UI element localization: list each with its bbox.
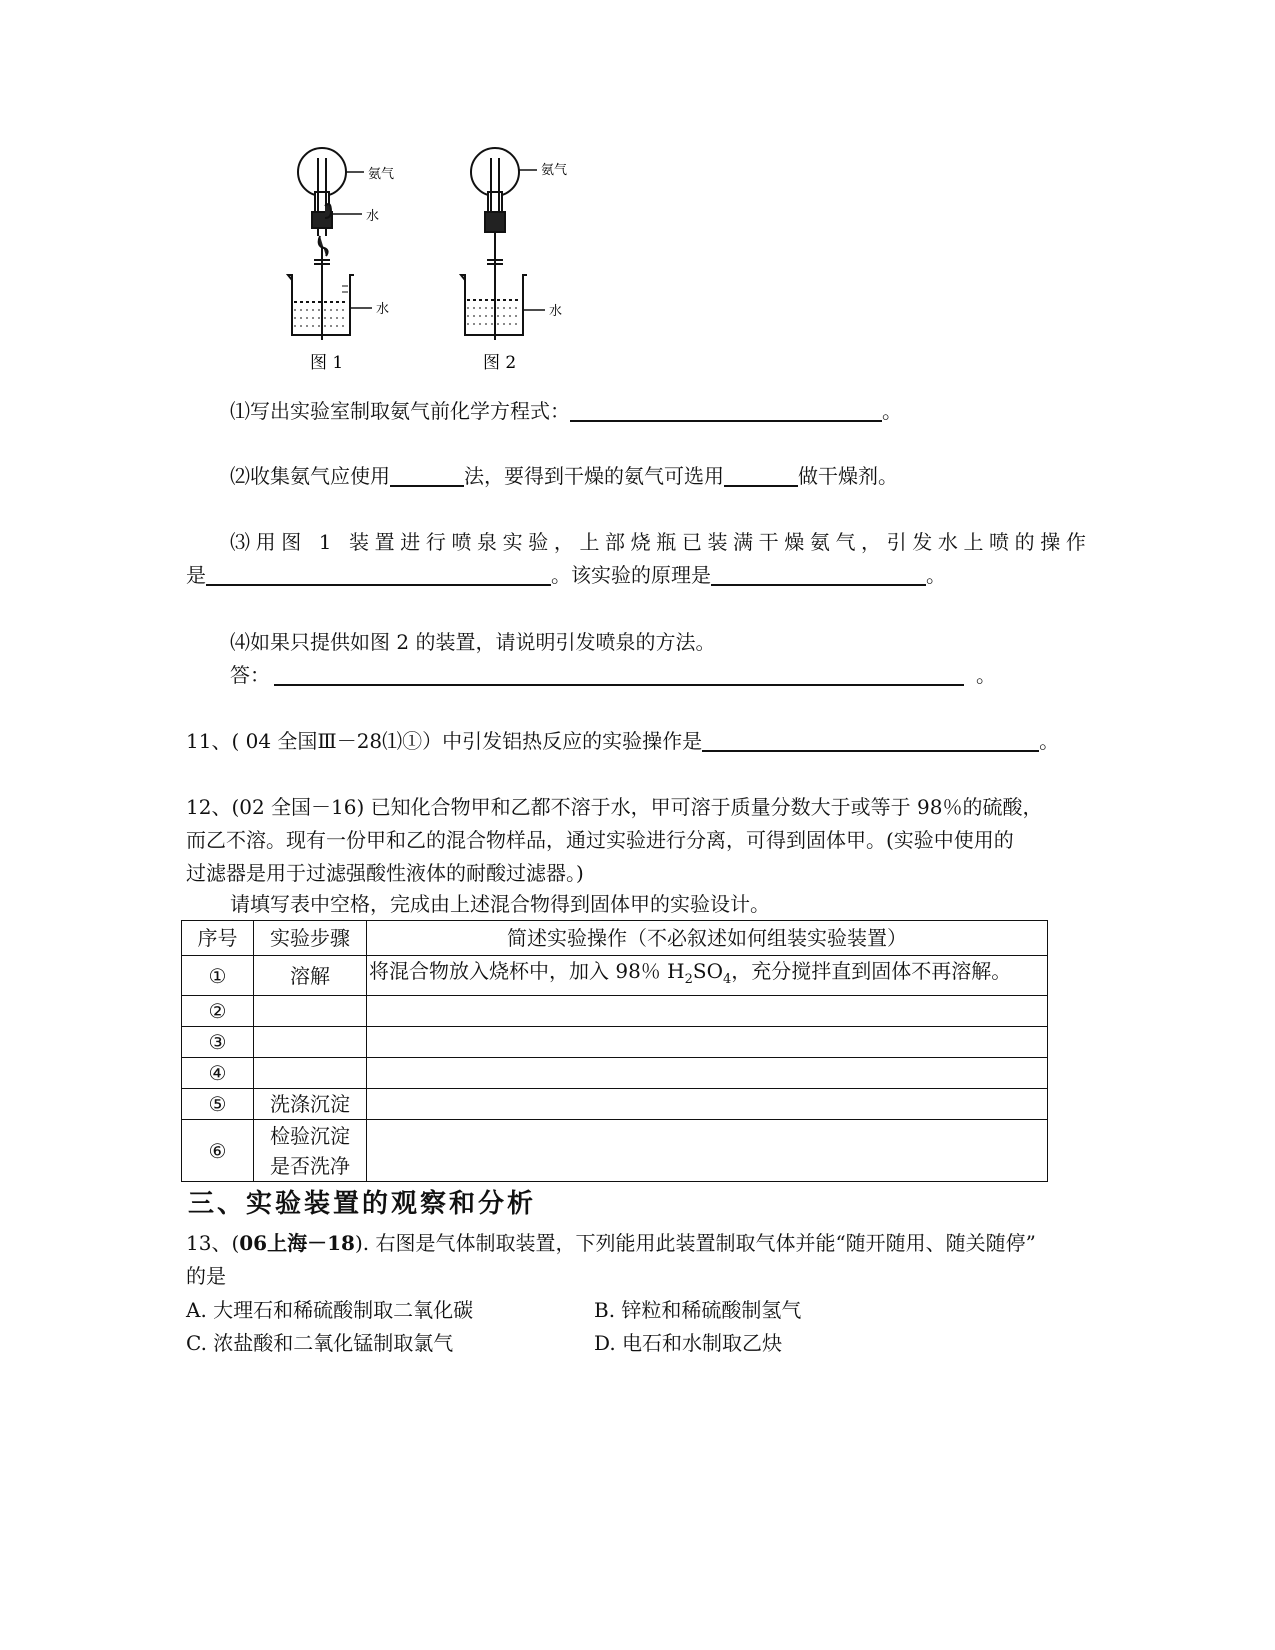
- row-operation-b: SO: [692, 959, 723, 983]
- option-b[interactable]: B. 锌粒和稀硫酸制氢气: [594, 1298, 802, 1322]
- question-1: [230, 396, 902, 426]
- fig2-label-water-beaker: 水: [549, 304, 563, 319]
- figure-2-apparatus: [461, 148, 545, 340]
- option-c[interactable]: C. 浓盐酸和二氧化锰制取氯气: [186, 1331, 454, 1355]
- answer-blank-collection-method[interactable]: [390, 463, 464, 487]
- row-number: ③: [182, 1027, 254, 1058]
- fig1-label-water-top: 水: [366, 209, 380, 224]
- answer-blank-drying-agent[interactable]: [724, 463, 798, 487]
- question-4-answer: [230, 660, 996, 690]
- row-operation-sub2: 4: [723, 972, 732, 987]
- row-step-input[interactable]: [254, 1027, 367, 1058]
- row-operation-input[interactable]: [367, 1089, 1048, 1120]
- row-step: [254, 1120, 367, 1182]
- question-11: [186, 726, 1059, 756]
- fig1-label-water-beaker: 水: [376, 302, 390, 317]
- figure-1-apparatus: [288, 148, 372, 340]
- question-4-line1: ⑷如果只提供如图 2 的装置，请说明引发喷泉的方法。: [230, 630, 716, 654]
- row-operation-input[interactable]: [367, 1058, 1048, 1089]
- row-operation-input[interactable]: [367, 1027, 1048, 1058]
- question-2-part3: 做干燥剂。: [798, 464, 898, 488]
- row-number: ④: [182, 1058, 254, 1089]
- row-step-input[interactable]: [254, 996, 367, 1027]
- table-header-operation: 简述实验操作（不必叙述如何组装实验装置）: [367, 921, 1048, 956]
- table-row: [182, 1027, 1048, 1058]
- apparatus-figures: [270, 140, 610, 375]
- question-3-line2-a: 是: [186, 563, 206, 587]
- fig1-label-ammonia: 氨气: [368, 167, 395, 182]
- question-2-part2: 法，要得到干燥的氨气可选用: [464, 464, 724, 488]
- question-4-end: 。: [976, 663, 996, 687]
- row-operation-a: 将混合物放入烧杯中，加入 98％ H: [369, 959, 685, 983]
- question-13-line1: [186, 1228, 1036, 1258]
- row-number: ①: [182, 956, 254, 996]
- row-number: ⑥: [182, 1120, 254, 1182]
- answer-blank-equation[interactable]: [570, 398, 882, 422]
- answer-blank-operation[interactable]: [206, 562, 551, 586]
- question-3-line2-c: 。: [926, 563, 946, 587]
- option-a[interactable]: A. 大理石和稀硫酸制取二氧化碳: [186, 1298, 474, 1322]
- table-row: [182, 1089, 1048, 1120]
- question-3-line2-b: 。该实验的原理是: [551, 563, 711, 587]
- question-13-line2: 的是: [186, 1264, 226, 1288]
- question-12-line3: 过滤器是用于过滤强酸性液体的耐酸过滤器。): [186, 861, 584, 885]
- fig2-caption: 图 2: [483, 353, 517, 373]
- question-11-end: 。: [1039, 729, 1060, 753]
- row-operation: [367, 956, 1048, 996]
- table-row: [182, 996, 1048, 1027]
- row-operation-input[interactable]: [367, 1120, 1048, 1182]
- row-operation-sub1: 2: [684, 972, 693, 987]
- question-3-line2: [186, 560, 946, 590]
- question-12-line2: 而乙不溶。现有一份甲和乙的混合物样品，通过实验进行分离，可得到固体甲。(实验中使用的: [186, 828, 1014, 852]
- question-2-part1: ⑵收集氨气应使用: [230, 464, 390, 488]
- row-step: 溶解: [254, 956, 367, 996]
- question-2: [230, 461, 898, 491]
- section-3-heading: 三、实验装置的观察和分析: [188, 1189, 537, 1219]
- question-13-source: 06上海－18: [239, 1231, 355, 1255]
- question-12-line4: 请填写表中空格，完成由上述混合物得到固体甲的实验设计。: [230, 892, 770, 916]
- answer-blank-thermite[interactable]: [702, 728, 1039, 752]
- question-13-text: ). 右图是气体制取装置，下列能用此装置制取气体并能“随开随用、随关随停”: [354, 1231, 1036, 1255]
- row-operation-input[interactable]: [367, 996, 1048, 1027]
- question-4-answer-label: 答：: [230, 663, 270, 687]
- answer-blank-principle[interactable]: [711, 562, 926, 586]
- table-row: [182, 1120, 1048, 1182]
- row-number: ②: [182, 996, 254, 1027]
- fig2-label-ammonia: 氨气: [541, 163, 568, 178]
- table-header-row: [182, 921, 1048, 956]
- fig1-caption: 图 1: [310, 353, 344, 373]
- question-3-line1: ⑶用图 1 装置进行喷泉实验，上部烧瓶已装满干燥氨气，引发水上喷的操作: [230, 530, 1092, 554]
- option-d[interactable]: D. 电石和水制取乙炔: [594, 1331, 783, 1355]
- table-row: [182, 1058, 1048, 1089]
- question-13-prefix: 13、(: [186, 1231, 240, 1255]
- table-row: [182, 956, 1048, 996]
- question-1-text: ⑴写出实验室制取氨气前化学方程式：: [230, 399, 570, 423]
- row-step-line2: 是否洗净: [270, 1153, 350, 1178]
- question-1-end: 。: [882, 399, 902, 423]
- row-step: 洗涤沉淀: [254, 1089, 367, 1120]
- table-header-step: 实验步骤: [254, 921, 367, 956]
- row-step-input[interactable]: [254, 1058, 367, 1089]
- experiment-design-table: [181, 920, 1048, 1182]
- row-operation-c: ，充分搅拌直到固体不再溶解。: [731, 959, 1012, 983]
- answer-blank-fountain-method[interactable]: [274, 662, 964, 686]
- table-header-no: 序号: [182, 921, 254, 956]
- question-12-line1: 12、(02 全国－16) 已知化合物甲和乙都不溶于水，甲可溶于质量分数大于或等于 98％的硫酸，: [186, 795, 1043, 819]
- row-step-line1: 检验沉淀: [270, 1123, 350, 1148]
- row-number: ⑤: [182, 1089, 254, 1120]
- question-11-text: 11、( 04 全国Ⅲ－28⑴①）中引发铝热反应的实验操作是: [186, 729, 703, 753]
